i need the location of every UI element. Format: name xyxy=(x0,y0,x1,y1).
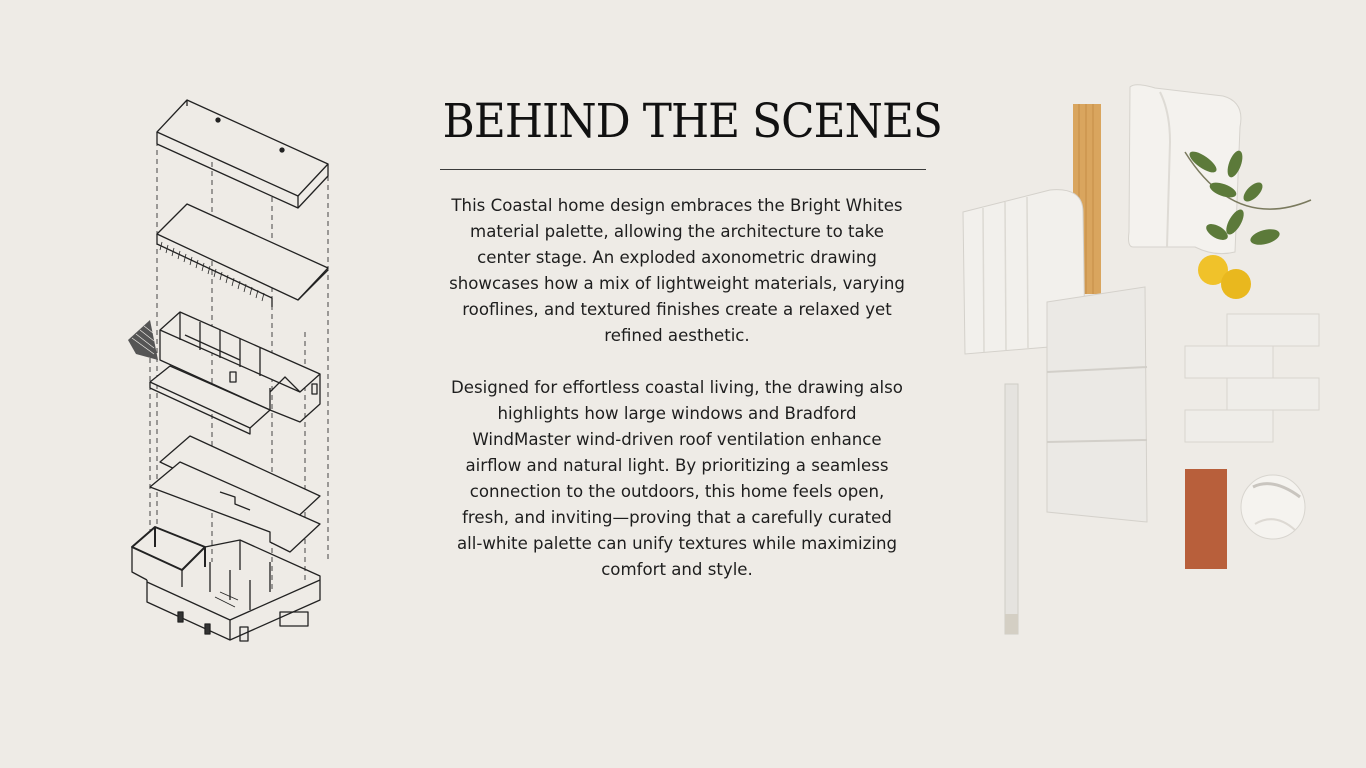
white-roof-tile xyxy=(1129,85,1241,254)
roof-top-layer xyxy=(157,100,328,208)
white-trim-strip xyxy=(1005,384,1018,634)
page-title: BEHIND THE SCENES xyxy=(442,94,942,149)
title-divider xyxy=(440,169,926,170)
description-paragraph-1: This Coastal home design embraces the Bright Whites material palette, allowing the architecture to take center stage. An exploded axonometric drawing showcases how a mix of lightweight materials, varying rooflines, and textured finishes create a relaxed yet refined aesthetic. xyxy=(449,196,905,345)
axonometric-house-drawing xyxy=(120,92,335,672)
roof-framing-layer xyxy=(157,204,328,307)
white-weatherboard xyxy=(1047,287,1147,522)
stone-blocks xyxy=(1185,314,1319,442)
upper-floor-plate xyxy=(150,366,270,434)
white-sphere-lamp xyxy=(1241,475,1305,539)
materials-flatlay-image xyxy=(955,82,1320,642)
description xyxy=(447,193,907,583)
description-paragraph-2: Designed for effortless coastal living, the drawing also highlights how large windows and Bradford WindMaster wind-driven roof ventilation enhance airflow and natural light. By prioritizing a seamless connection to the outdoors, this home feels open, fresh, and inviting—proving that a carefully curated all-white palette can unify textures while maximizing comfort and style. xyxy=(451,378,903,579)
terracotta-brick xyxy=(1185,469,1227,569)
